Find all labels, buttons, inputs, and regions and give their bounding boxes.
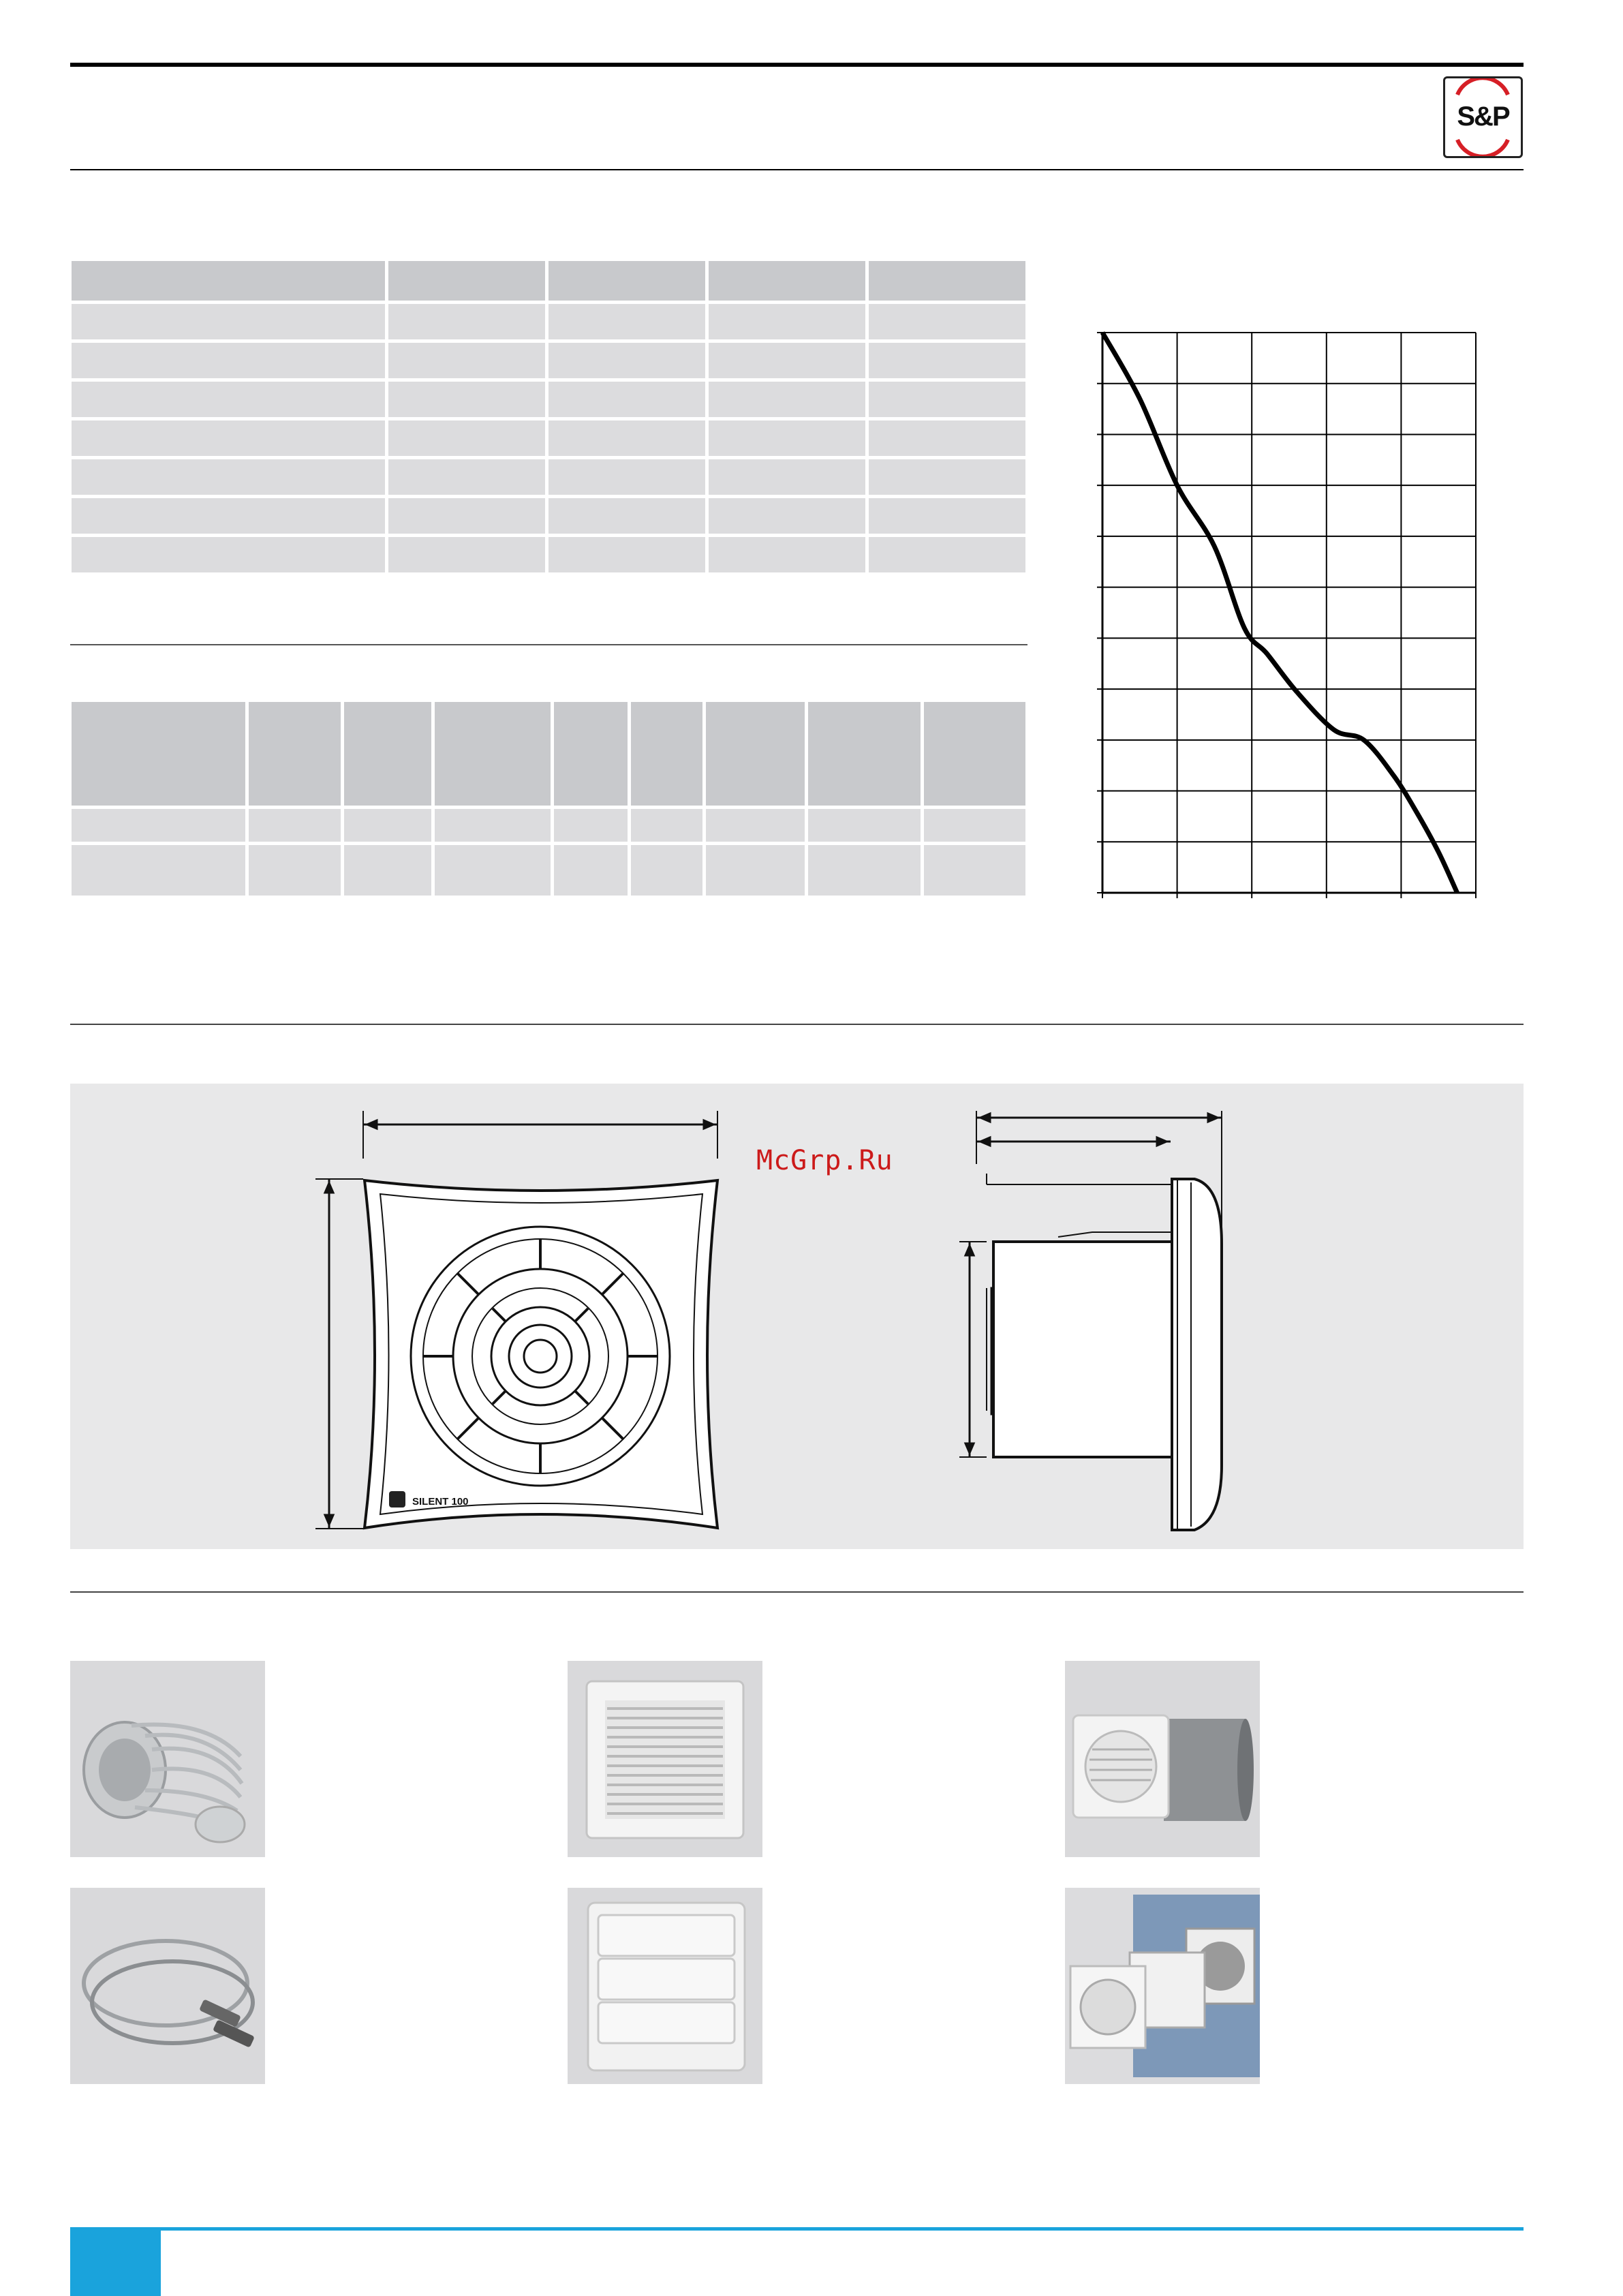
flexible-duct-icon	[70, 1661, 265, 1857]
brand-logo	[1443, 76, 1523, 158]
watermark-text: McGrp.Ru	[756, 1145, 893, 1176]
accessory-wall-sleeve	[1065, 1888, 1260, 2084]
vent-grille-icon	[568, 1661, 762, 1857]
section-rule-dimensions	[70, 1024, 1524, 1025]
table-row	[72, 459, 1025, 495]
table-row	[72, 498, 1025, 534]
table-row	[72, 537, 1025, 572]
footer-accent-block	[70, 2227, 161, 2296]
performance-chart	[1097, 327, 1506, 920]
table-header-row	[72, 702, 1025, 806]
header-rule	[70, 169, 1524, 170]
section-rule-accessories	[70, 1591, 1524, 1593]
side-view-drawing	[959, 1111, 1222, 1530]
logo-text: S&P	[1457, 102, 1509, 132]
product-label: SILENT 100	[412, 1496, 469, 1507]
accessory-gravity-shutter	[568, 1888, 762, 2084]
accessory-wall-kit	[1065, 1661, 1260, 1857]
table-row	[72, 420, 1025, 456]
table-row	[72, 304, 1025, 339]
table-row	[72, 343, 1025, 378]
section-rule	[70, 644, 1027, 645]
accessory-vent-grille	[568, 1661, 762, 1857]
table-header-row	[72, 261, 1025, 301]
dimension-table	[68, 699, 1029, 899]
hose-clamp-icon	[70, 1888, 265, 2084]
spec-table	[68, 258, 1029, 576]
table-row	[72, 845, 1025, 896]
table-row	[72, 382, 1025, 417]
accessory-clamps	[70, 1888, 265, 2084]
footer-accent-line	[70, 2227, 1524, 2231]
gravity-shutter-icon	[568, 1888, 762, 2084]
table-row	[72, 809, 1025, 842]
wall-sleeve-icon	[1065, 1888, 1260, 2084]
accessory-flexible-duct	[70, 1661, 265, 1857]
top-rule	[70, 63, 1524, 67]
chart-series-line	[1102, 333, 1457, 893]
wall-kit-icon	[1065, 1661, 1260, 1857]
front-view-drawing	[315, 1111, 717, 1529]
